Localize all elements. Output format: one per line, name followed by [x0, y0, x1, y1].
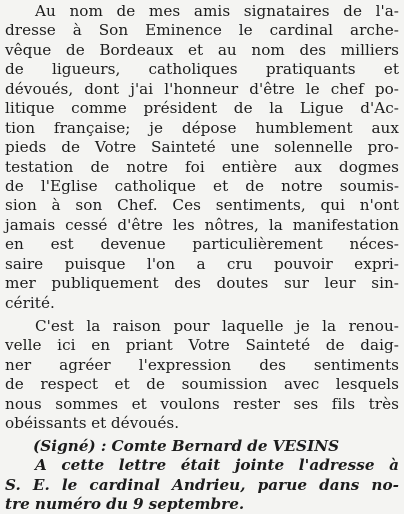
text-line: Au nom de mes amis signataires de l'a-	[35, 2, 399, 20]
note-line: S. E. le cardinal Andrieu, parue dans no-	[5, 475, 399, 494]
text-line: mer publiquement des doutes sur leur sin-	[5, 274, 399, 293]
text-line: de respect et de soumission avec lesquels	[5, 375, 399, 394]
text-line: litique comme président de la Ligue d'Ac-	[5, 99, 399, 118]
text-line: dévoués, dont j'ai l'honneur d'être le chef po-	[5, 79, 399, 98]
text-line: vêque de Bordeaux et au nom des milliers	[5, 40, 399, 59]
text-line: cérité.	[5, 293, 55, 312]
note-line: A cette lettre était jointe l'adresse à	[35, 456, 399, 475]
signature-name: Comte Bernard de VESINS	[111, 436, 340, 455]
text-line: en est devenue particulièrement néces-	[5, 235, 399, 254]
text-line: saire puisque l'on a cru pouvoir expri-	[5, 254, 399, 273]
signature-line	[5, 437, 399, 456]
text-line: velle ici en priant Votre Sainteté de daig-	[5, 336, 399, 355]
text-line: nous sommes et voulons rester ses fils très	[5, 394, 399, 413]
paragraph-2	[5, 317, 399, 434]
text-line: jamais cessé d'être les nôtres, la manifestation	[5, 215, 399, 234]
text-line: tion française; je dépose humblement aux	[5, 118, 399, 137]
text-line: sion à son Chef. Ces sentiments, qui n'ont	[5, 196, 399, 215]
text-line: de l'Eglise catholique et de notre soumis-	[5, 176, 399, 195]
text-line: ner agréer l'expression des sentiments	[5, 355, 399, 374]
signature-prefix: (Signé) :	[33, 436, 107, 455]
article-text-column	[5, 2, 399, 514]
note-line: tre numéro du 9 septembre.	[5, 494, 245, 513]
text-line: testation de notre foi entière aux dogmes	[5, 157, 399, 176]
text-line: dresse à Son Eminence le cardinal arche-	[5, 21, 399, 40]
text-line: C'est la raison pour laquelle je la renou-	[35, 317, 399, 335]
editorial-note	[5, 456, 399, 514]
paragraph-1	[5, 2, 399, 313]
text-line: de ligueurs, catholiques pratiquants et	[5, 60, 399, 79]
text-line: pieds de Votre Sainteté une solennelle pro-	[5, 138, 399, 157]
text-line: obéissants et dévoués.	[5, 414, 180, 433]
